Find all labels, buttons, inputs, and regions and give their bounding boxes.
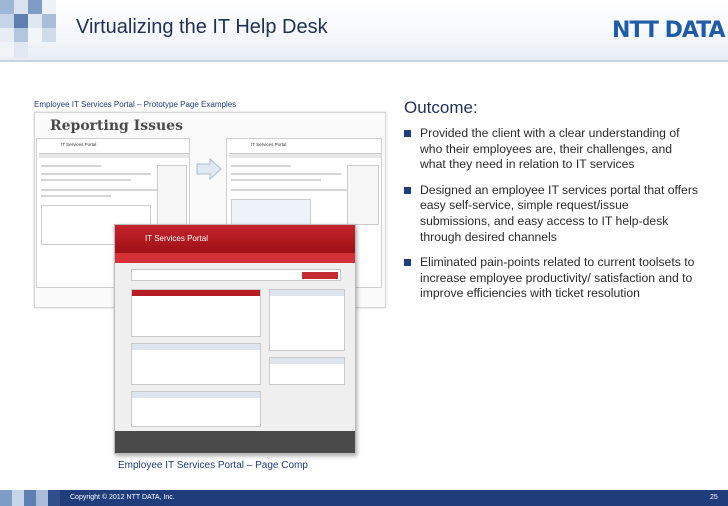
prototype-text-line [41, 189, 161, 191]
comp-search-button [302, 272, 338, 279]
comp-panel-header [132, 290, 260, 296]
comp-panel-header [132, 344, 260, 350]
comp-panel-header [270, 290, 344, 296]
prototype-heading: Reporting Issues [50, 118, 183, 134]
page-number: 25 [710, 494, 718, 501]
square-bullet-icon [404, 130, 411, 137]
comp-search-bar [131, 269, 341, 281]
header-mosaic-graphic [0, 0, 56, 60]
comp-panel-header [270, 358, 344, 364]
arrow-right-icon [196, 158, 222, 180]
slide-title: Virtualizing the IT Help Desk [76, 16, 328, 38]
comp-portal-label: IT Services Portal [145, 234, 208, 243]
comp-header [115, 225, 355, 253]
square-bullet-icon [404, 187, 411, 194]
comp-panel-requests [131, 289, 261, 337]
comp-nav-bar [115, 253, 355, 263]
prototype-text-line [41, 173, 151, 175]
prototype-portal-label: IT Services Portal [251, 142, 287, 147]
outcome-bullet-text: Eliminated pain-points related to current toolsets to increase employee productivity/ satisfaction and to improve efficiencies with ticket resolution [420, 255, 695, 301]
prototype-text-line [231, 165, 291, 167]
comp-panel-tickets [131, 343, 261, 385]
prototype-text-line [231, 189, 351, 191]
outcome-heading: Outcome: [404, 98, 478, 117]
header-divider [0, 60, 728, 62]
comp-footer [115, 431, 355, 453]
comp-panel-news [131, 391, 261, 427]
prototype-nav-bar [229, 153, 381, 158]
prototype-text-line [41, 179, 131, 181]
prototype-caption: Employee IT Services Portal – Prototype Page Examples [34, 100, 237, 109]
prototype-nav-bar [39, 153, 189, 158]
ntt-data-logo: NTT DATA [612, 18, 725, 43]
outcome-bullet-text: Designed an employee IT services portal that offers easy self-service, simple request/issue submissions, and easy access to IT help-desk through desired channels [420, 182, 698, 244]
copyright-text: Copyright © 2012 NTT DATA, Inc. [70, 494, 175, 501]
prototype-text-line [231, 179, 321, 181]
comp-panel-header [132, 392, 260, 398]
slide-header [0, 0, 728, 62]
prototype-text-line [41, 195, 111, 197]
prototype-sidebar [157, 165, 187, 225]
footer-mosaic-graphic [0, 490, 60, 506]
prototype-text-line [41, 165, 101, 167]
outcome-bullet-text: Provided the client with a clear understanding of who their employees are, their challenges, and what they need in relation to IT services [420, 126, 680, 172]
prototype-text-line [231, 173, 341, 175]
comp-panel-links [269, 289, 345, 351]
outcome-bullet [404, 183, 700, 245]
prototype-sidebar [347, 165, 379, 225]
prototype-portal-label: IT Services Portal [61, 142, 97, 147]
outcome-bullet-list [404, 126, 700, 312]
comp-panel-learn [269, 357, 345, 385]
page-comp-caption: Employee IT Services Portal – Page Comp [118, 460, 308, 471]
page-comp-screenshot [114, 224, 356, 454]
square-bullet-icon [404, 259, 411, 266]
outcome-bullet [404, 126, 700, 173]
prototype-search-results [231, 199, 311, 225]
outcome-bullet [404, 255, 700, 302]
